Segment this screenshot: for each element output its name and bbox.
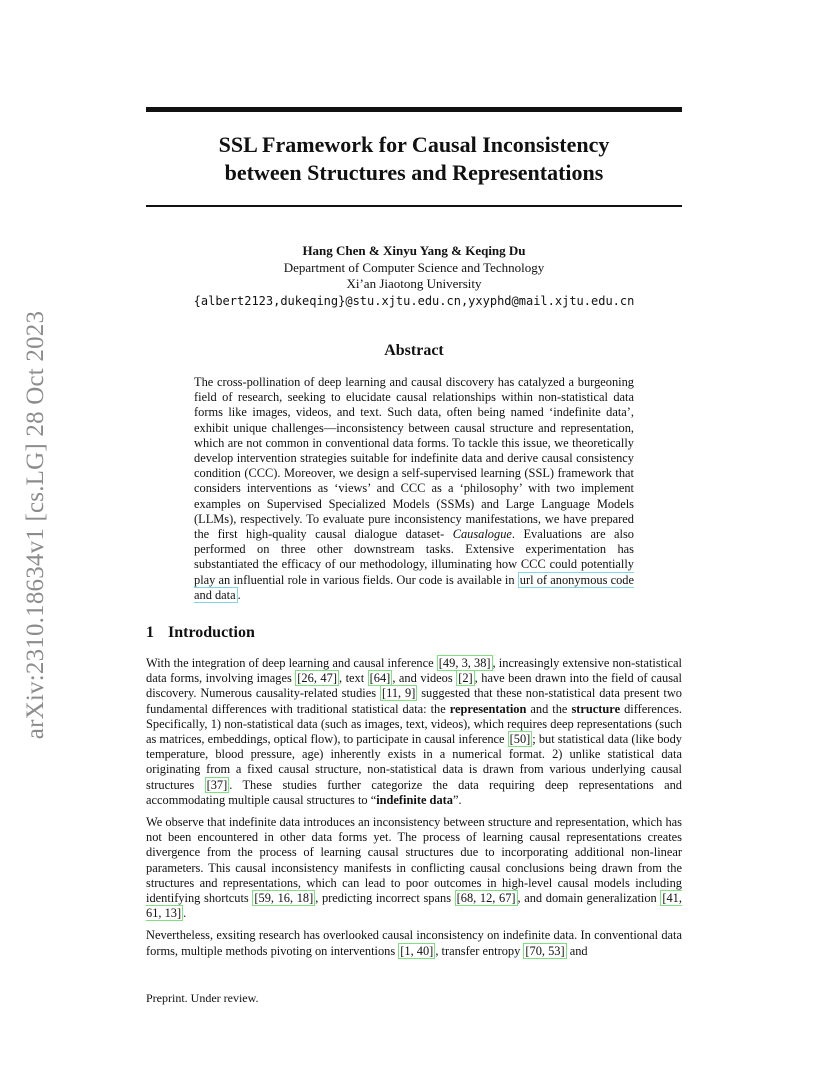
term-structure: structure xyxy=(571,701,621,716)
citation-link[interactable]: [70, 53] xyxy=(525,943,565,958)
p3-text-2: , transfer entropy xyxy=(435,943,524,958)
introduction-body xyxy=(146,656,682,966)
title-top-rule xyxy=(146,107,682,112)
term-indefinite-data: indefinite data xyxy=(376,792,453,807)
citation-link[interactable]: [68, 12, 67] xyxy=(456,891,516,906)
abstract-text-part-1: The cross-pollination of deep learning and causal discovery has catalyzed a burgeoning field of research, seeking to elucidate causal relationships within non-statistical data forms like images, videos, and text. Such data, often being named ‘indefinite data’, exhibit unique challenges—inconsistency between causal structure and representation, which are not common in conventional data forms. To tackle this issue, we theoretically develop intervention strategies suitable for indefinite data and derive causal consistency condition (CCC). Moreover, we design a self-supervised learning (SSL) framework that considers interventions as ‘views’ and CCC as a ‘philosophy’ with two implement examples on Supervised Specialized Models (SSMs) and Large Language Models (LLMs), respectively. To evaluate pure inconsistency manifestations, we have prepared the first high-quality causal dialogue dataset- xyxy=(194,375,634,542)
citation-link[interactable]: [37] xyxy=(206,777,228,792)
preprint-footer: Preprint. Under review. xyxy=(146,991,259,1005)
p1-text-6: suggested that these non-statistical data present two fundamental differences with traditional statistical data: the xyxy=(146,686,682,716)
arxiv-identifier-stamp xyxy=(16,290,56,760)
paragraph-1 xyxy=(146,656,682,808)
section-title: Introduction xyxy=(168,624,255,641)
citation-link[interactable]: [41, 61, 13] xyxy=(146,891,682,921)
author-names: Hang Chen & Xinyu Yang & Keqing Du xyxy=(302,243,526,258)
title-bottom-rule xyxy=(146,205,682,207)
p2-text-4: . xyxy=(183,906,187,921)
citation-link[interactable]: [64] xyxy=(369,671,391,686)
p3-text-1: Nevertheless, exsiting research has overlooked causal inconsistency on indefinite data. In conventional data forms, multiple methods pivoting on interventions xyxy=(146,928,682,958)
abstract-text-end: . xyxy=(237,587,241,602)
citation-link[interactable]: [1, 40] xyxy=(400,943,434,958)
title-line-2: between Structures and Representations xyxy=(224,160,604,185)
p1-text-5: , have been drawn into the field of causal discovery. Numerous causality-related studies xyxy=(146,671,682,701)
p1-text-8: differences. Specifically, 1) non-statistical data (such as images, text, videos), which requires deep representations (such as matrices, embeddings, optical flow), to participate in causal inference xyxy=(146,701,682,747)
p1-text-1: With the integration of deep learning and causal inference xyxy=(146,656,437,670)
affiliation-university: Xi’an Jiaotong University xyxy=(346,276,482,291)
p1-text-11: ”. xyxy=(452,792,462,807)
paragraph-3 xyxy=(146,928,682,958)
citation-link[interactable]: [2] xyxy=(458,671,473,686)
citation-link[interactable]: [11, 9] xyxy=(381,686,416,701)
p3-text-3: and xyxy=(566,943,588,958)
section-number: 1 xyxy=(146,624,154,641)
citation-link[interactable]: [59, 16, 18] xyxy=(254,891,314,906)
title-line-1: SSL Framework for Causal Inconsistency xyxy=(218,132,610,157)
abstract-heading: Abstract xyxy=(384,342,444,359)
citation-link[interactable]: [26, 47] xyxy=(297,671,337,686)
abstract-text xyxy=(194,375,634,603)
dataset-name: Causalogue xyxy=(452,527,512,542)
citation-link[interactable]: [50] xyxy=(509,732,531,747)
code-data-link[interactable]: url of anonymous code and data xyxy=(194,572,635,602)
p2-text-3: , and domain generalization xyxy=(517,891,661,906)
paragraph-2 xyxy=(146,815,682,921)
author-block xyxy=(146,243,682,309)
abstract-text-part-2: . Evaluations are also performed on three other downstream tasks. Extensive experimentation has substantiated the efficacy of our methodology, illuminating how CCC could potentially play an influential role in various fields. Our code is available in xyxy=(194,527,634,587)
term-representation: representation xyxy=(449,701,527,716)
section-heading-introduction xyxy=(146,624,255,642)
p1-text-9: ; but statistical data (like body temperature, blood pressure, age) inherently exists in a numerical format. 2) unlike statistical data originating from a fixed causal structure, non-statistical data is drawn from various underlying causal structures xyxy=(146,732,682,792)
p2-text-1: We observe that indefinite data introduces an inconsistency between structure and representation, which has not been encountered in other data forms yet. The process of learning causal representations creates divergence from the process of learning causal structures due to incorporating additional non-linear parameters. This causal inconsistency manifests in conflicting causal conclusions being drawn from the structures and representations, which can lead to poor outcomes in high-level causal models including identifying shortcuts xyxy=(146,815,682,906)
p1-text-2: , increasingly extensive non-statistical data forms, involving images xyxy=(146,656,682,686)
p1-text-7: and the xyxy=(526,701,572,716)
p1-text-3: , text xyxy=(338,671,368,686)
paper-title xyxy=(146,131,682,187)
p2-text-2: , predicting incorrect spans xyxy=(315,891,455,906)
arxiv-stamp-text: arXiv:2310.18634v1 [cs.LG] 28 Oct 2023 xyxy=(22,310,49,740)
affiliation-department: Department of Computer Science and Technology xyxy=(283,259,545,275)
citation-link[interactable]: [49, 3, 38] xyxy=(438,656,491,670)
p1-text-4: , and videos xyxy=(392,671,457,686)
author-emails: {albert2123,dukeqing}@stu.xjtu.edu.cn,yxyphd@mail.xjtu.edu.cn xyxy=(193,293,635,308)
p1-text-10: . These studies further categorize the data requiring deep representations and accommodating multiple causal structures to “ xyxy=(146,777,682,807)
